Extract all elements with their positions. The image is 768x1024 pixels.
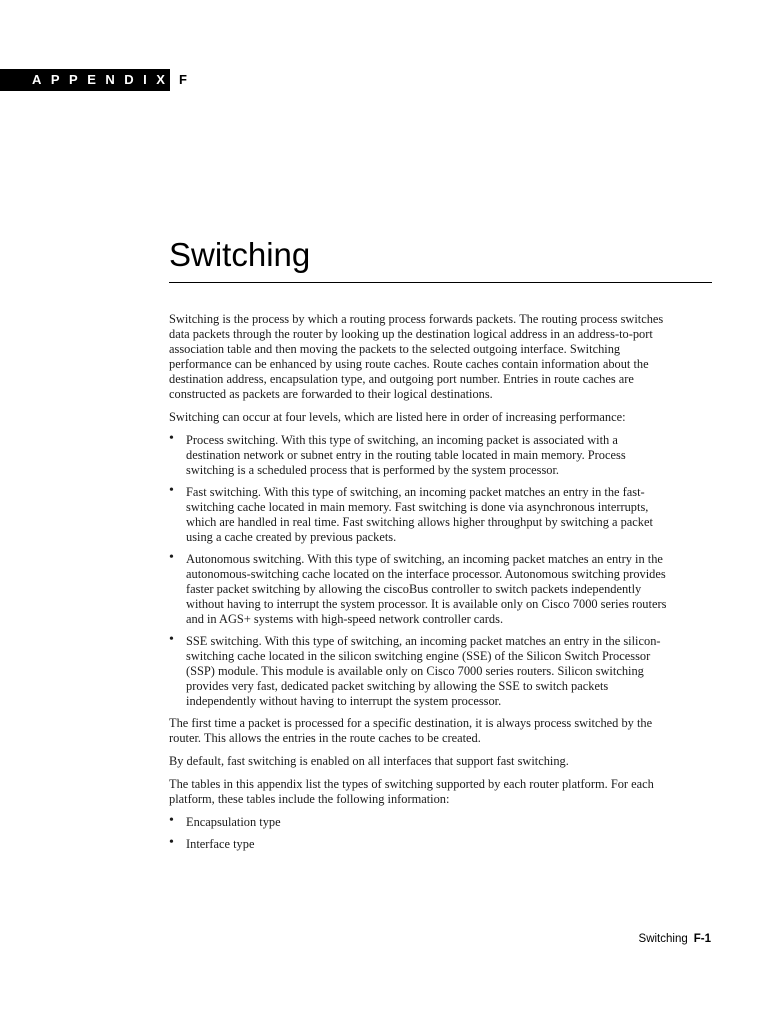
page-title: Switching <box>169 236 311 273</box>
bullet-icon: • <box>169 550 174 565</box>
list-item-text: Encapsulation type <box>186 815 281 829</box>
list-item <box>169 815 669 830</box>
body-content <box>169 312 669 859</box>
first-packet-paragraph: The first time a packet is processed for a specific destination, it is always process switched by the router. This allows the entries in the route caches to be created. <box>169 716 653 745</box>
list-item-text: Interface type <box>186 837 255 851</box>
list-item <box>169 552 669 627</box>
bullet-icon: • <box>169 835 174 850</box>
switching-levels-list <box>169 433 669 709</box>
bullet-icon: • <box>169 483 174 498</box>
intro-paragraph: Switching is the process by which a routing process forwards packets. The routing process switches data packets through the router by looking up the destination logical address in an address-to-port association table and then moving the packets to the selected outgoing interface. Switching performance can be enhanced by using route caches. Route caches contain information about the destination address, encapsulation type, and outgoing port number. Entries in route caches are constructed as packets are forwarded to their logical destinations. <box>169 312 664 401</box>
list-item <box>169 485 669 545</box>
list-item-text: Process switching. With this type of switching, an incoming packet is associated with a destination network or subnet entry in the routing table located in main memory. Process switching is a scheduled process that is performed by the system processor. <box>186 433 626 477</box>
list-item <box>169 433 669 478</box>
bullet-icon: • <box>169 632 174 647</box>
page-footer <box>639 933 711 945</box>
default-paragraph: By default, fast switching is enabled on all interfaces that support fast switching. <box>169 754 569 768</box>
footer-section: Switching <box>638 933 688 945</box>
page-number: F-1 <box>693 933 711 945</box>
appendix-label: APPENDIX <box>0 69 170 91</box>
list-item-text: Autonomous switching. With this type of switching, an incoming packet matches an entry in the autonomous-switching cache located on the interface processor. Autonomous switching provides faster packet switching by allowing the ciscoBus controller to switch packets independently without having to interrupt the system processor. It is available only on Cisco 7000 series routers and in AGS+ systems with high-speed network controller cards. <box>186 552 667 626</box>
list-item <box>169 634 669 709</box>
bullet-icon: • <box>169 431 174 446</box>
list-item-text: Fast switching. With this type of switching, an incoming packet matches an entry in the fast-switching cache located in main memory. Fast switching is done via asynchronous interrupts, which are handled in real time. Fast switching allows higher throughput by switching a packet using a cache created by previous packets. <box>186 485 653 544</box>
title-rule <box>169 282 712 283</box>
levels-intro-paragraph: Switching can occur at four levels, which are listed here in order of increasing performance: <box>169 410 626 424</box>
list-item-text: SSE switching. With this type of switching, an incoming packet matches an entry in the silicon-switching cache located in the silicon switching engine (SSE) of the Silicon Switch Processor (SSP) module. This module is available only on Cisco 7000 series routers. Silicon switching provides very fast, dedicated packet switching by allowing the SSE to switch packets independently without having to interrupt the system processor. <box>186 634 661 708</box>
appendix-letter: F <box>179 72 187 87</box>
list-item <box>169 837 669 852</box>
bullet-icon: • <box>169 813 174 828</box>
tables-paragraph: The tables in this appendix list the types of switching supported by each router platform. For each platform, these tables include the following information: <box>169 777 654 806</box>
info-list <box>169 815 669 852</box>
